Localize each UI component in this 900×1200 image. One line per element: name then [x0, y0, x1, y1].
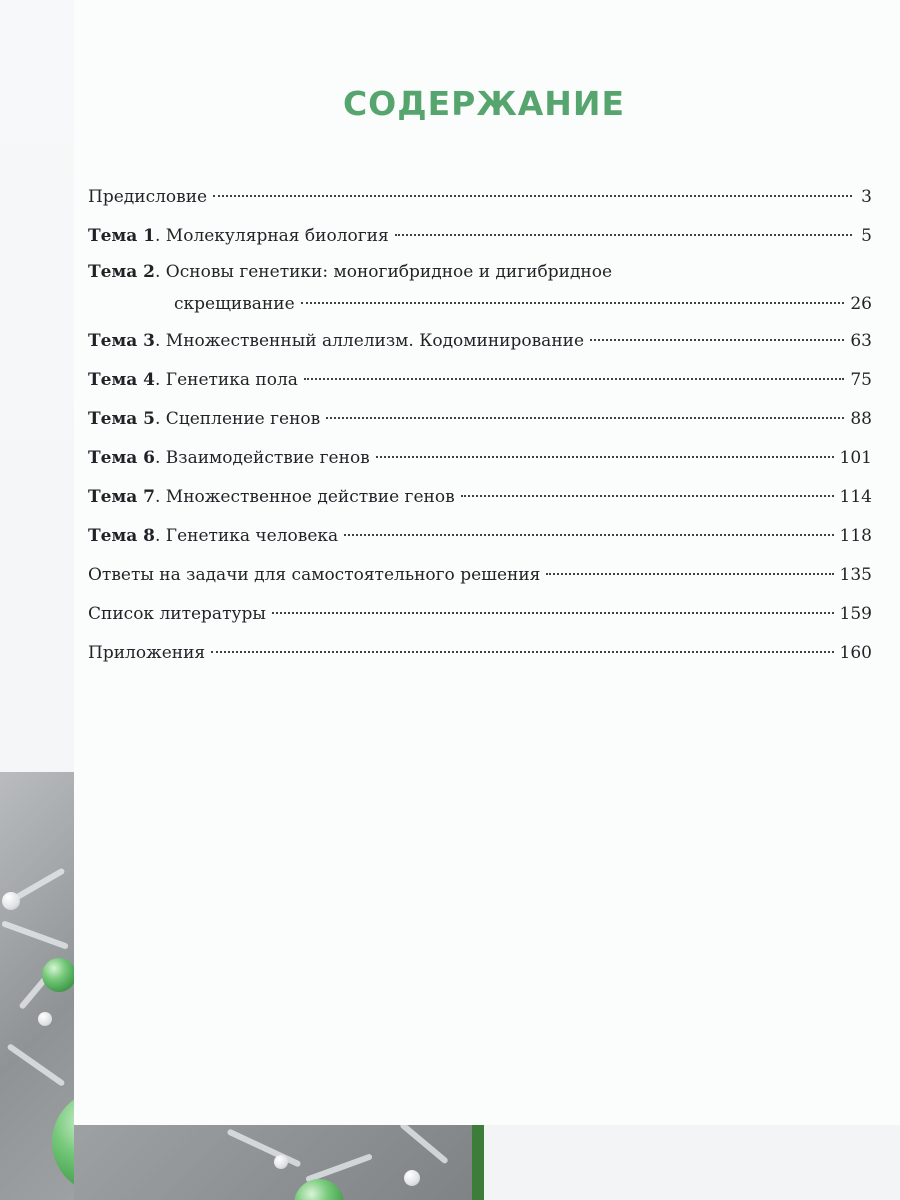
- toc-entry-topic-4[interactable]: [88, 361, 872, 400]
- green-atom-icon: [52, 1090, 74, 1194]
- toc-entry-text: . Взаимодействие генов: [155, 448, 370, 468]
- toc-entry-text: . Генетика пола: [155, 370, 298, 390]
- toc-page-number: 114: [839, 487, 872, 507]
- toc-page-number: 75: [850, 370, 872, 390]
- toc-entry-text: Список литературы: [88, 604, 266, 624]
- toc-entry-topic-3[interactable]: [88, 322, 872, 361]
- toc-entry-text-continued: скрещивание: [174, 294, 295, 314]
- toc-entry-topic-1[interactable]: [88, 217, 872, 256]
- toc-entry-references[interactable]: [88, 595, 872, 634]
- toc-topic-label: Тема 5: [88, 409, 155, 429]
- toc-entry-text: . Основы генетики: моногибридное и дигибридное: [155, 262, 613, 282]
- toc-entry-topic-8[interactable]: [88, 517, 872, 556]
- toc-topic-label: Тема 2: [88, 262, 155, 282]
- toc-page-number: 135: [839, 565, 872, 585]
- table-of-contents: [88, 178, 872, 673]
- toc-page-number: 63: [850, 331, 872, 351]
- toc-entry-text: Ответы на задачи для самостоятельного решения: [88, 565, 541, 585]
- toc-entry-text: Предисловие: [88, 187, 208, 207]
- toc-page-number: 159: [839, 604, 872, 624]
- toc-topic-label: Тема 3: [88, 331, 155, 351]
- toc-entry-topic-7[interactable]: [88, 478, 872, 517]
- toc-entry-topic-6[interactable]: [88, 439, 872, 478]
- toc-entry-answers[interactable]: [88, 556, 872, 595]
- toc-leader-dots: [590, 339, 844, 341]
- green-accent-bar: [472, 1125, 484, 1200]
- toc-leader-dots: [326, 417, 844, 419]
- toc-leader-dots: [344, 534, 833, 536]
- toc-leader-dots: [546, 573, 833, 575]
- toc-leader-dots: [213, 195, 852, 197]
- toc-leader-dots: [395, 234, 852, 236]
- toc-leader-dots: [272, 612, 834, 614]
- green-atom-icon: [42, 958, 74, 992]
- toc-leader-dots: [211, 651, 833, 653]
- toc-page-number: 3: [861, 187, 872, 207]
- toc-topic-label: Тема 8: [88, 526, 155, 546]
- toc-entry-text: . Молекулярная биология: [155, 226, 389, 246]
- toc-entry-text: . Множественный аллелизм. Кодоминирование: [155, 331, 585, 351]
- toc-entry-text: . Множественное действие генов: [155, 487, 455, 507]
- toc-leader-dots: [461, 495, 834, 497]
- toc-page-number: 118: [839, 526, 872, 546]
- toc-leader-dots: [376, 456, 834, 458]
- toc-page-number: 88: [850, 409, 872, 429]
- toc-leader-dots: [304, 378, 844, 380]
- toc-entry-preface[interactable]: [88, 178, 872, 217]
- molecule-illustration: [0, 772, 74, 1200]
- toc-entry-text: Приложения: [88, 643, 206, 663]
- toc-entry-appendices[interactable]: [88, 634, 872, 673]
- toc-entry-topic-2[interactable]: [88, 256, 872, 322]
- toc-topic-label: Тема 7: [88, 487, 155, 507]
- toc-page-number: 160: [839, 643, 872, 663]
- toc-page-number: 101: [839, 448, 872, 468]
- toc-topic-label: Тема 6: [88, 448, 155, 468]
- toc-entry-text: . Генетика человека: [155, 526, 339, 546]
- toc-leader-dots: [301, 302, 845, 304]
- toc-topic-label: Тема 4: [88, 370, 155, 390]
- toc-page-number: 5: [861, 226, 872, 246]
- toc-entry-topic-5[interactable]: [88, 400, 872, 439]
- molecule-illustration-bottom: [74, 1125, 484, 1200]
- toc-page-number: 26: [850, 294, 872, 314]
- green-atom-icon: [294, 1179, 344, 1200]
- page-title: СОДЕРЖАНИЕ: [342, 84, 626, 123]
- toc-entry-text: . Сцепление генов: [155, 409, 321, 429]
- toc-topic-label: Тема 1: [88, 226, 155, 246]
